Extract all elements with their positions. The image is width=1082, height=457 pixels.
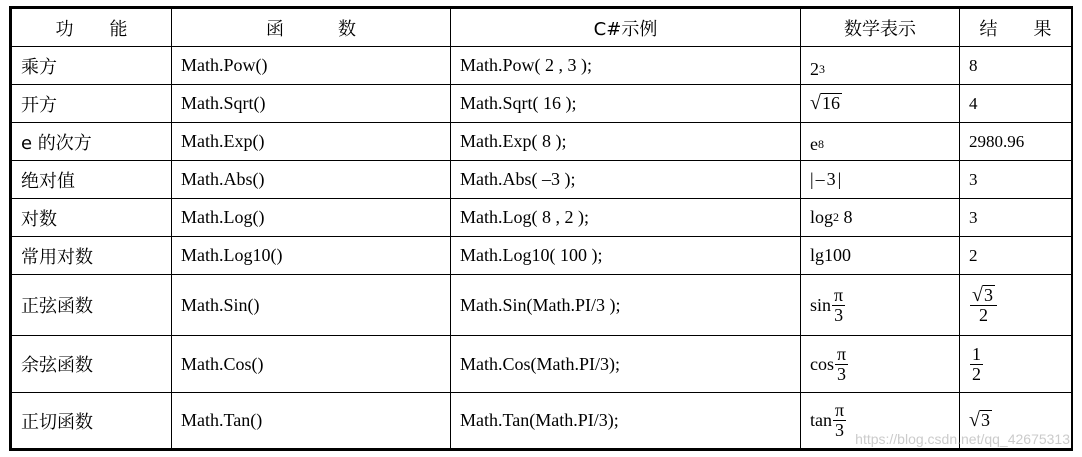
fraction-numerator: π [837,343,847,364]
table-row [12,199,1072,237]
sqrt-notation [972,285,995,306]
table-row [12,47,1072,85]
fraction-denominator: 3 [837,363,847,384]
cell-method: Math.Tan() [172,393,451,449]
fraction-numerator: π [834,284,844,305]
table-row [12,237,1072,275]
table-row [12,336,1072,393]
fraction [832,286,845,325]
cell-example: Math.Abs( –3 ); [451,161,801,199]
math-functions-table [11,8,1072,449]
cell-function: 常用对数 [12,237,172,275]
cell-function: 开方 [12,85,172,123]
cell-example: Math.Sin(Math.PI/3 ); [451,275,801,336]
result-fraction [970,285,997,326]
cell-notation [801,161,960,199]
radicand: 3 [983,284,993,305]
abs-notation: |–3| [810,169,844,189]
table-row [12,85,1072,123]
cell-method: Math.Log10() [172,237,451,275]
log-argument: 8 [839,207,853,227]
fraction-numerator: π [835,400,845,421]
tan-notation [810,401,846,440]
log-base: 2 [833,210,840,224]
cell-example: Math.Pow( 2 , 3 ); [451,47,801,85]
power-notation [810,59,825,80]
cell-result [960,336,1072,393]
log-prefix: log [810,207,834,227]
cell-result: 2 [960,237,1072,275]
fraction-denominator: 3 [835,420,845,440]
cell-function: e 的次方 [12,123,172,161]
cell-result [960,275,1072,336]
fraction-denominator: 3 [834,304,844,325]
cell-notation [801,237,960,275]
cell-function: 正弦函数 [12,275,172,336]
fraction-denominator: 2 [978,305,988,326]
power-base: 2 [810,59,819,79]
table-row [12,123,1072,161]
cell-example: Math.Log10( 100 ); [451,237,801,275]
exp-exponent: 8 [818,137,824,151]
cell-result: 4 [960,85,1072,123]
cell-method: Math.Sin() [172,275,451,336]
header-function: 功 能 [12,9,172,47]
cell-method: Math.Log() [172,199,451,237]
cell-method: Math.Abs() [172,161,451,199]
cell-method: Math.Exp() [172,123,451,161]
function-name: tan [810,410,832,430]
cell-example: Math.Sqrt( 16 ); [451,85,801,123]
sin-notation [810,286,845,325]
fraction-numerator: 1 [972,343,981,364]
radical-sign: √ [969,409,980,432]
fraction [835,345,848,384]
header-notation: 数学表示 [801,9,960,47]
sqrt-notation [969,410,992,431]
cell-function: 对数 [12,199,172,237]
function-name: sin [810,294,832,315]
cell-notation [801,123,960,161]
cell-example: Math.Log( 8 , 2 ); [451,199,801,237]
cell-method: Math.Cos() [172,336,451,393]
exp-notation [810,134,824,155]
cos-notation [810,345,848,384]
cell-method: Math.Sqrt() [172,85,451,123]
table-row [12,275,1072,336]
header-result: 结 果 [960,9,1072,47]
log-notation [810,207,853,228]
radical-sign: √ [810,92,821,115]
cell-result: 3 [960,161,1072,199]
result-fraction [970,345,983,384]
radical-sign: √ [972,284,983,307]
cell-function: 绝对值 [12,161,172,199]
cell-notation [801,85,960,123]
header-method: 函 数 [172,9,451,47]
cell-notation [801,275,960,336]
cell-result: 2980.96 [960,123,1072,161]
watermark: https://blog.csdn.net/qq_42675313 [855,431,1070,447]
power-exponent: 3 [819,62,825,76]
cell-method: Math.Pow() [172,47,451,85]
function-name: cos [810,353,834,374]
radicand: 16 [821,92,840,113]
header-example: C#示例 [451,9,801,47]
fraction-denominator: 2 [972,363,981,384]
exp-base: e [810,134,818,154]
table-row [12,161,1072,199]
cell-notation [801,336,960,393]
sqrt-notation [810,93,842,114]
cell-example: Math.Tan(Math.PI/3); [451,393,801,449]
cell-function: 乘方 [12,47,172,85]
cell-notation [801,199,960,237]
cell-result: 8 [960,47,1072,85]
radicand: 3 [980,409,990,430]
cell-result: 3 [960,199,1072,237]
cell-example: Math.Cos(Math.PI/3); [451,336,801,393]
cell-function: 正切函数 [12,393,172,449]
cell-example: Math.Exp( 8 ); [451,123,801,161]
cell-function: 余弦函数 [12,336,172,393]
fraction [833,401,846,440]
lg-notation: lg100 [810,245,852,265]
cell-notation [801,47,960,85]
fraction-numerator [970,285,997,307]
header-row [12,9,1072,47]
